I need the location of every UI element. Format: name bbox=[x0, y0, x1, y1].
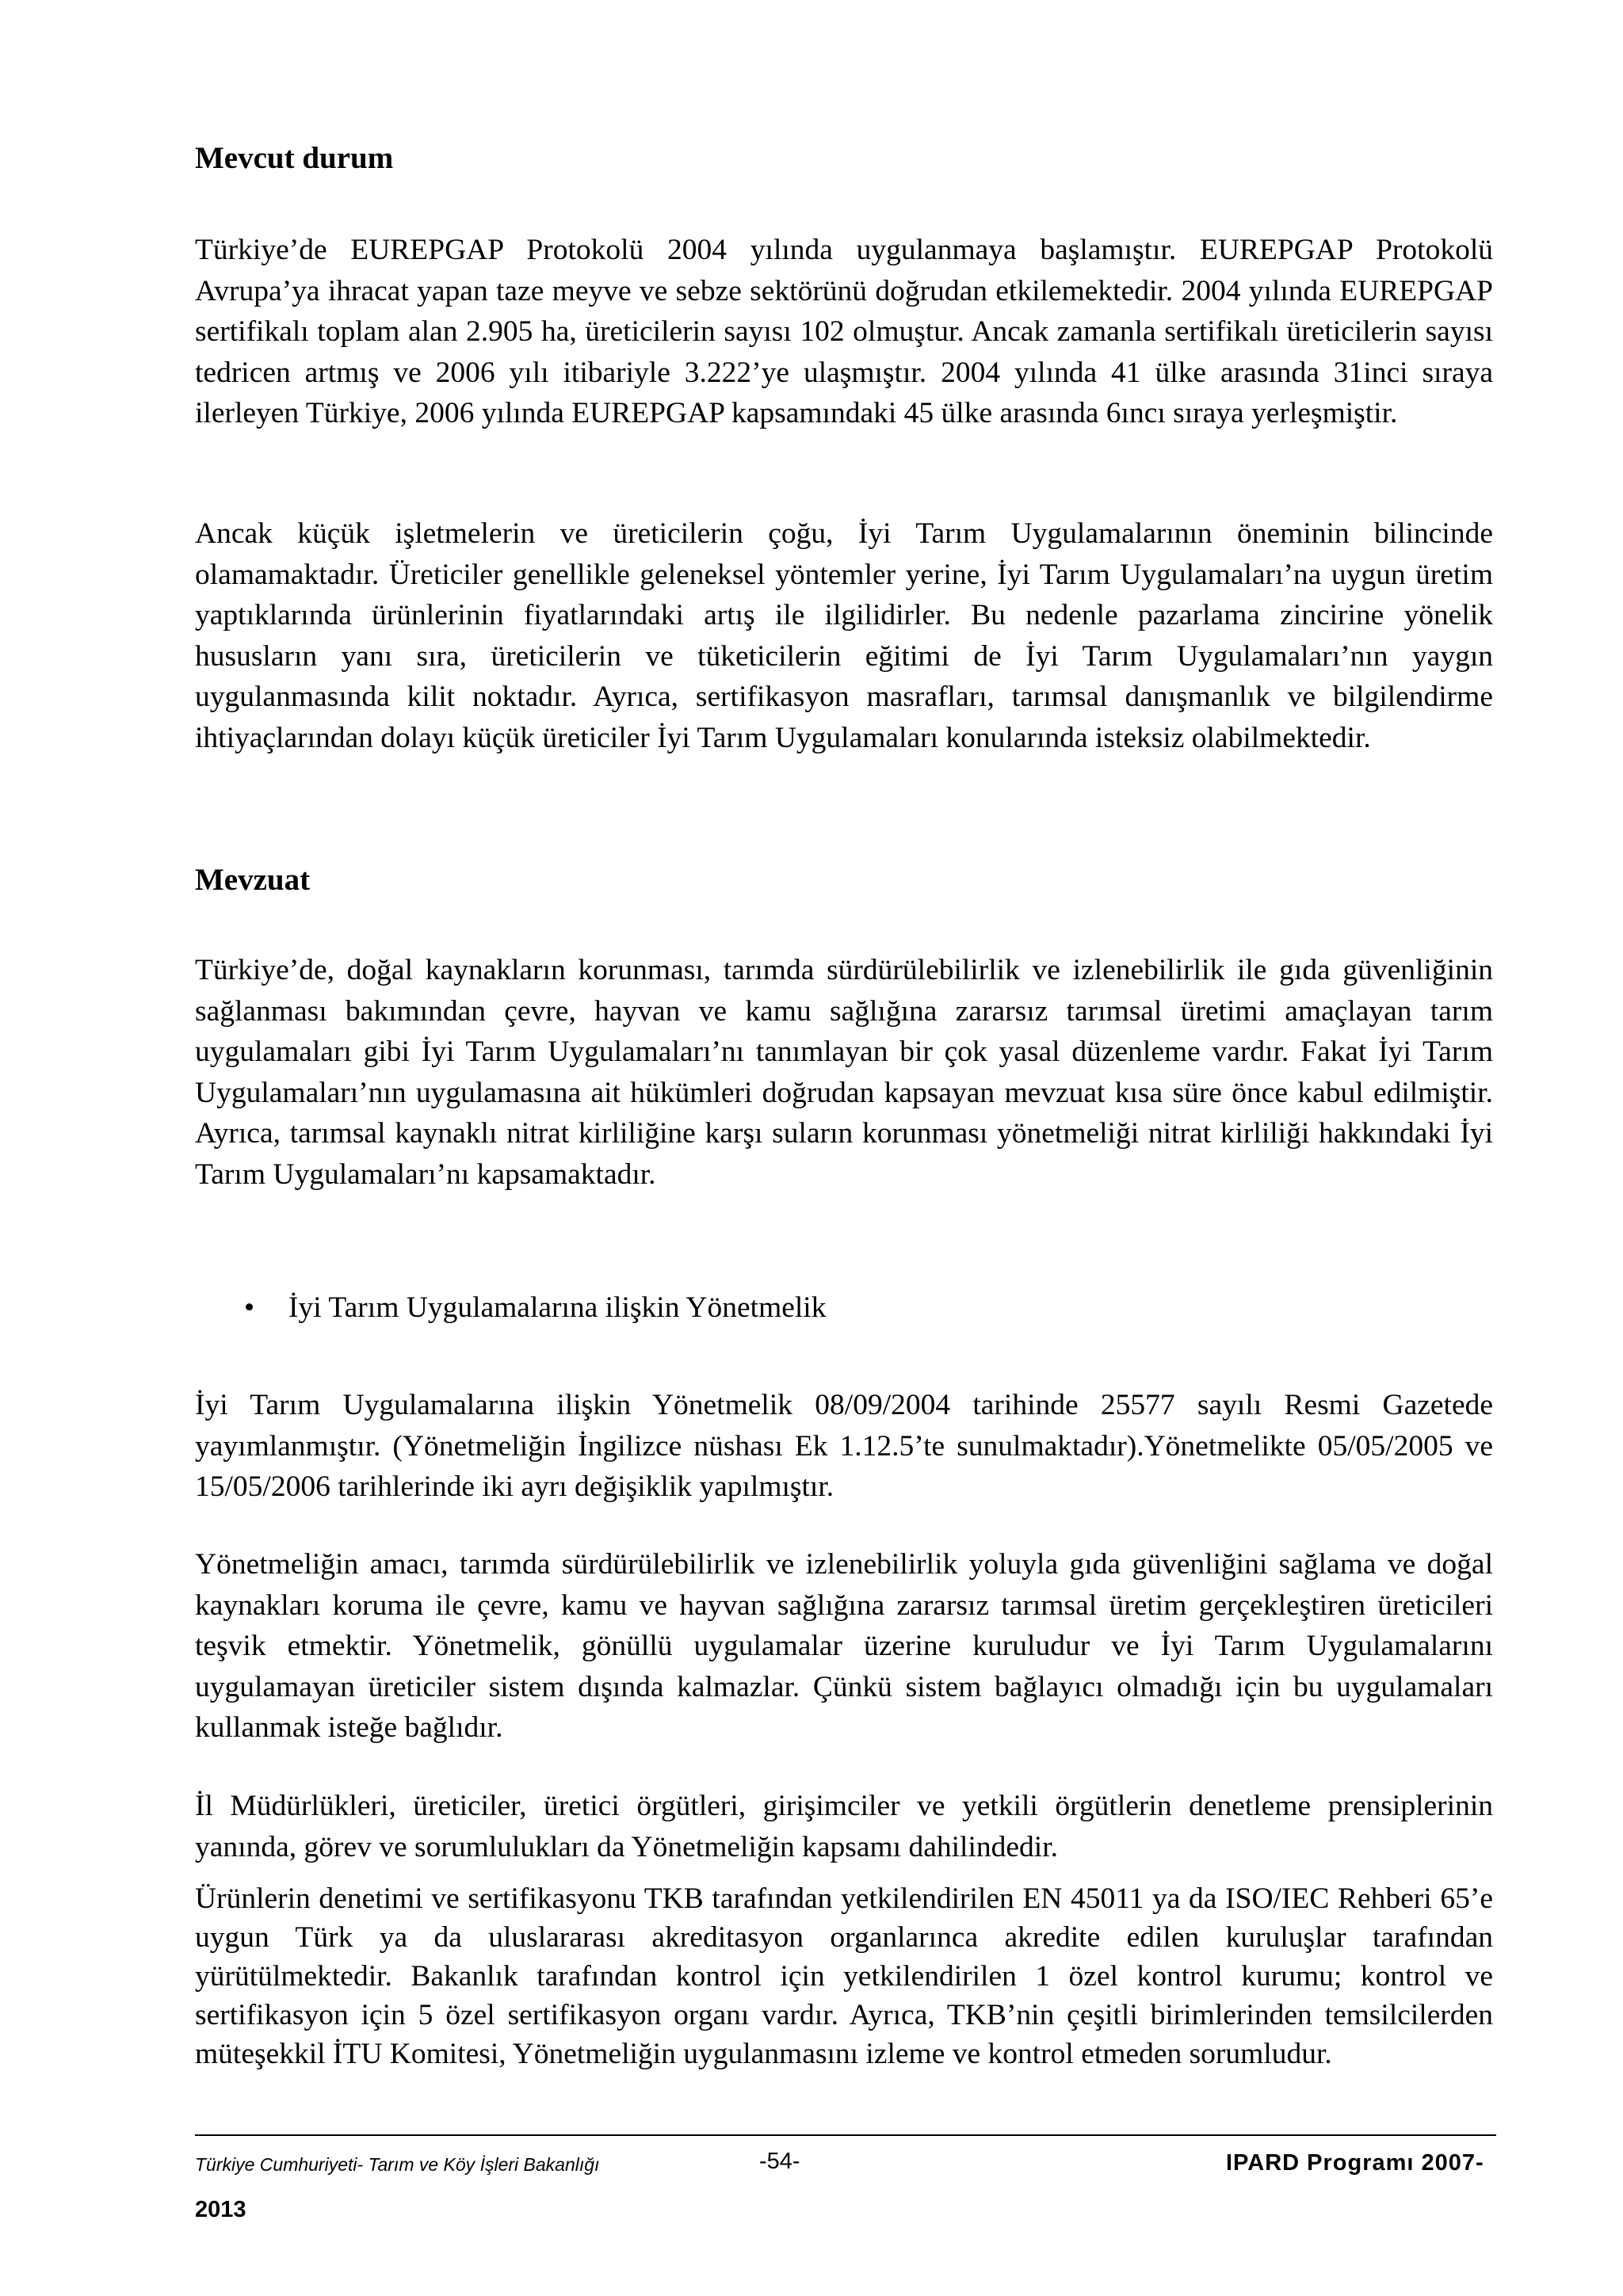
footer-page-number: -54- bbox=[759, 2149, 800, 2174]
section-heading-mevcut-durum: Mevcut durum bbox=[195, 141, 394, 175]
footer-year: 2013 bbox=[195, 2197, 246, 2222]
footer-divider bbox=[195, 2134, 1496, 2136]
bullet-item-yonetmelik bbox=[244, 1289, 826, 1327]
bullet-text: İyi Tarım Uygulamalarına ilişkin Yönetmelik bbox=[288, 1291, 827, 1324]
paragraph-eurepgap: Türkiye’de EUREPGAP Protokolü 2004 yılında uygulanmaya başlamıştır. EUREPGAP Protokolü Avrupa’ya ihracat yapan taze meyve ve sebze sektörünü doğrudan etkilemektedir. 2004 yılında EUREPGAP sertifikalı toplam alan 2.905 ha, üreticilerin sayısı 102 olmuştur. Ancak zamanla sertifikalı üreticilerin sayısı tedricen artmış ve 2006 yılı itibariyle 3.222’ye ulaşmıştır. 2004 yılında 41 ülke arasında 31inci sıraya ilerleyen Türkiye, 2006 yılında EUREPGAP kapsamındaki 45 ülke arasında 6ıncı sıraya yerleşmiştir. bbox=[195, 234, 1493, 429]
bullet-icon: • bbox=[244, 1291, 255, 1324]
paragraph-kucuk-isletmeler: Ancak küçük işletmelerin ve üreticilerin çoğu, İyi Tarım Uygulamalarının öneminin bilincinde olamamaktadır. Üreticiler genellikle geleneksel yöntemler yerine, İyi Tarım Uygulamaları’na uygun üretim yaptıklarında ürünlerinin fiyatlarındaki artış ile ilgilidirler. Bu nedenle pazarlama zincirine yönelik hususların yanı sıra, üreticilerin ve tüketicilerin eğitimi de İyi Tarım Uygulamaları’nın yaygın uygulanmasında kilit noktadır. Ayrıca, sertifikasyon masrafları, tarımsal danışmanlık ve bilgilendirme ihtiyaçlarından dolayı küçük üreticiler İyi Tarım Uygulamaları konularında isteksiz olabilmektedir. bbox=[195, 517, 1493, 754]
paragraph-yonetmelik-amaci: Yönetmeliğin amacı, tarımda sürdürülebilirlik ve izlenebilirlik yoluyla gıda güvenliğini sağlama ve doğal kaynakları koruma ile çevre, kamu ve hayvan sağlığına zararsız tarımsal üretim gerçekleştiren üreticileri teşvik etmektir. Yönetmelik, gönüllü uygulamalar üzerine kuruludur ve İyi Tarım Uygulamalarını uygulamayan üreticiler sistem dışında kalmazlar. Çünkü sistem bağlayıcı olmadığı için bu uygulamaları kullanmak isteğe bağlıdır. bbox=[195, 1548, 1493, 1744]
paragraph-il-mudurlukleri: İl Müdürlükleri, üreticiler, üretici örgütleri, girişimciler ve yetkili örgütlerin denetleme prensiplerinin yanında, görev ve sorumlulukları da Yönetmeliğin kapsamı dahilindedir. bbox=[195, 1790, 1493, 1863]
footer-program-title: IPARD Programı 2007- bbox=[1226, 2150, 1484, 2176]
section-heading-mevzuat: Mevzuat bbox=[195, 863, 311, 897]
paragraph-resmi-gazete: İyi Tarım Uygulamalarına ilişkin Yönetmelik 08/09/2004 tarihinde 25577 sayılı Resmi Gazetede yayımlanmıştır. (Yönetmeliğin İngilizce nüshası Ek 1.12.5’te sunulmaktadır).Yönetmelikte 05/05/2005 ve 15/05/2006 tarihlerinde iki ayrı değişiklik yapılmıştır. bbox=[195, 1389, 1493, 1503]
paragraph-denetim-sertifikasyon: Ürünlerin denetimi ve sertifikasyonu TKB tarafından yetkilendirilen EN 45011 ya da ISO/IEC Rehberi 65’e uygun Türk ya da uluslararası akreditasyon organlarınca akredite edilen kuruluşlar tarafından yürütülmektedir. Bakanlık tarafından kontrol için yetkilendirilen 1 özel kontrol kurumu; kontrol ve sertifikasyon için 5 özel sertifikasyon organı vardır. Ayrıca, TKB’nin çeşitli birimlerinden temsilcilerden müteşekkil İTU Komitesi, Yönetmeliğin uygulanmasını izleme ve kontrol etmeden sorumludur. bbox=[195, 1882, 1493, 2070]
footer-ministry: Türkiye Cumhuriyeti- Tarım ve Köy İşleri Bakanlığı bbox=[195, 2154, 600, 2175]
paragraph-yasal-duzenleme: Türkiye’de, doğal kaynakların korunması, tarımda sürdürülebilirlik ve izlenebilirlik ile gıda güvenliğinin sağlanması bakımından çevre, hayvan ve kamu sağlığına zararsız tarımsal üretimi amaçlayan tarım uygulamaları gibi İyi Tarım Uygulamaları’nı tanımlayan bir çok yasal düzenleme vardır. Fakat İyi Tarım Uygulamaları’nın uygulamasına ait hükümleri doğrudan kapsayan mevzuat kısa süre önce kabul edilmiştir. Ayrıca, tarımsal kaynaklı nitrat kirliliğine karşı suların korunması yönetmeliği nitrat kirliliği hakkındaki İyi Tarım Uygulamaları’nı kapsamaktadır. bbox=[195, 954, 1493, 1191]
